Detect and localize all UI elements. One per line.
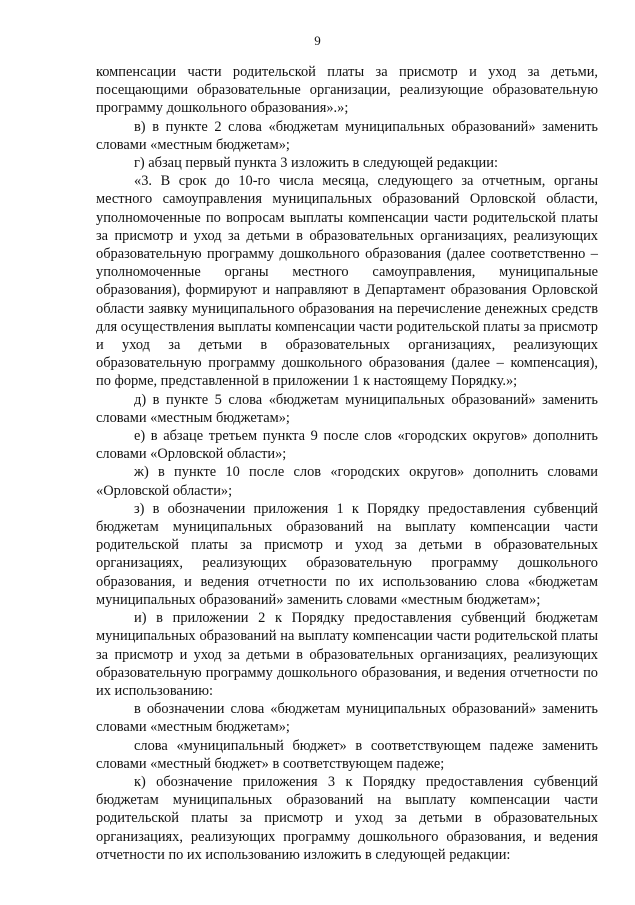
- page-number: 9: [314, 33, 321, 48]
- paragraph-item-zh: ж) в пункте 10 после слов «городских округов» дополнить словами «Орловской области»;: [96, 464, 598, 499]
- paragraph-subitem-designation: в обозначении слова «бюджетам муниципальных образований» заменить словами «местным бюджетам»;: [96, 701, 598, 736]
- document-body: [96, 63, 598, 864]
- paragraph-subitem-words: слова «муниципальный бюджет» в соответствующем падеже заменить словами «местный бюджет» в соответствующем падеже;: [96, 737, 598, 772]
- paragraph-continuation: компенсации части родительской платы за присмотр и уход за детьми, посещающими образовательные организации, реализующие образовательную программу дошкольного образования».»;: [96, 64, 598, 117]
- paragraph-item-e: е) в абзаце третьем пункта 9 после слов «городских округов» дополнить словами «Орловской области»;: [96, 428, 598, 463]
- paragraph-item-k: к) обозначение приложения 3 к Порядку предоставления субвенций бюджетам муниципальных образований на выплату компенсации части родительской платы за присмотр и уход за детьми в образовательных организациях, реализующих программу дошкольного образования, и ведения отчетности по их использованию изложить в следующей редакции:: [96, 773, 598, 863]
- paragraph-quoted-point-3: «3. В срок до 10-го числа месяца, следующего за отчетным, органы местного самоуправления муниципальных образований Орловской области, уполномоченные по вопросам выплаты компенсации части родительской платы за присмотр и уход за детьми в образовательных организациях, реализующих образовательную программу дошкольного образования (далее соответственно – уполномоченные органы местного самоуправления, муниципальные образования), формируют и направляют в Департамент образования Орловской области заявку муниципального образования на перечисление денежных средств для осуществления выплаты компенсации части родительской платы за присмотр и уход за детьми в образовательных организациях, реализующих образовательную программу дошкольного образования (далее – компенсация), по форме, представленной в приложении 1 к настоящему Порядку.»;: [96, 173, 598, 390]
- paragraph-item-g: г) абзац первый пункта 3 изложить в следующей редакции:: [134, 155, 498, 172]
- paragraph-item-v: в) в пункте 2 слова «бюджетам муниципальных образований» заменить словами «местным бюджетам»;: [96, 118, 598, 153]
- paragraph-item-i: и) в приложении 2 к Порядку предоставления субвенций бюджетам муниципальных образований на выплату компенсации части родительской платы за присмотр и уход за детьми в образовательных организациях, реализующих образовательную программу дошкольного образования, и ведения отчетности по их использованию:: [96, 610, 598, 699]
- paragraph-item-z: з) в обозначении приложения 1 к Порядку предоставления субвенций бюджетам муниципальных образований на выплату компенсации части родительской платы за присмотр и уход за детьми в образовательных организациях, реализующих образовательную программу дошкольного образования, и ведения отчетности по их использованию слова «бюджетам муниципальных образований» заменить словами «местным бюджетам»;: [96, 500, 598, 608]
- paragraph-item-d: д) в пункте 5 слова «бюджетам муниципальных образований» заменить словами «местным бюджетам»;: [96, 391, 598, 426]
